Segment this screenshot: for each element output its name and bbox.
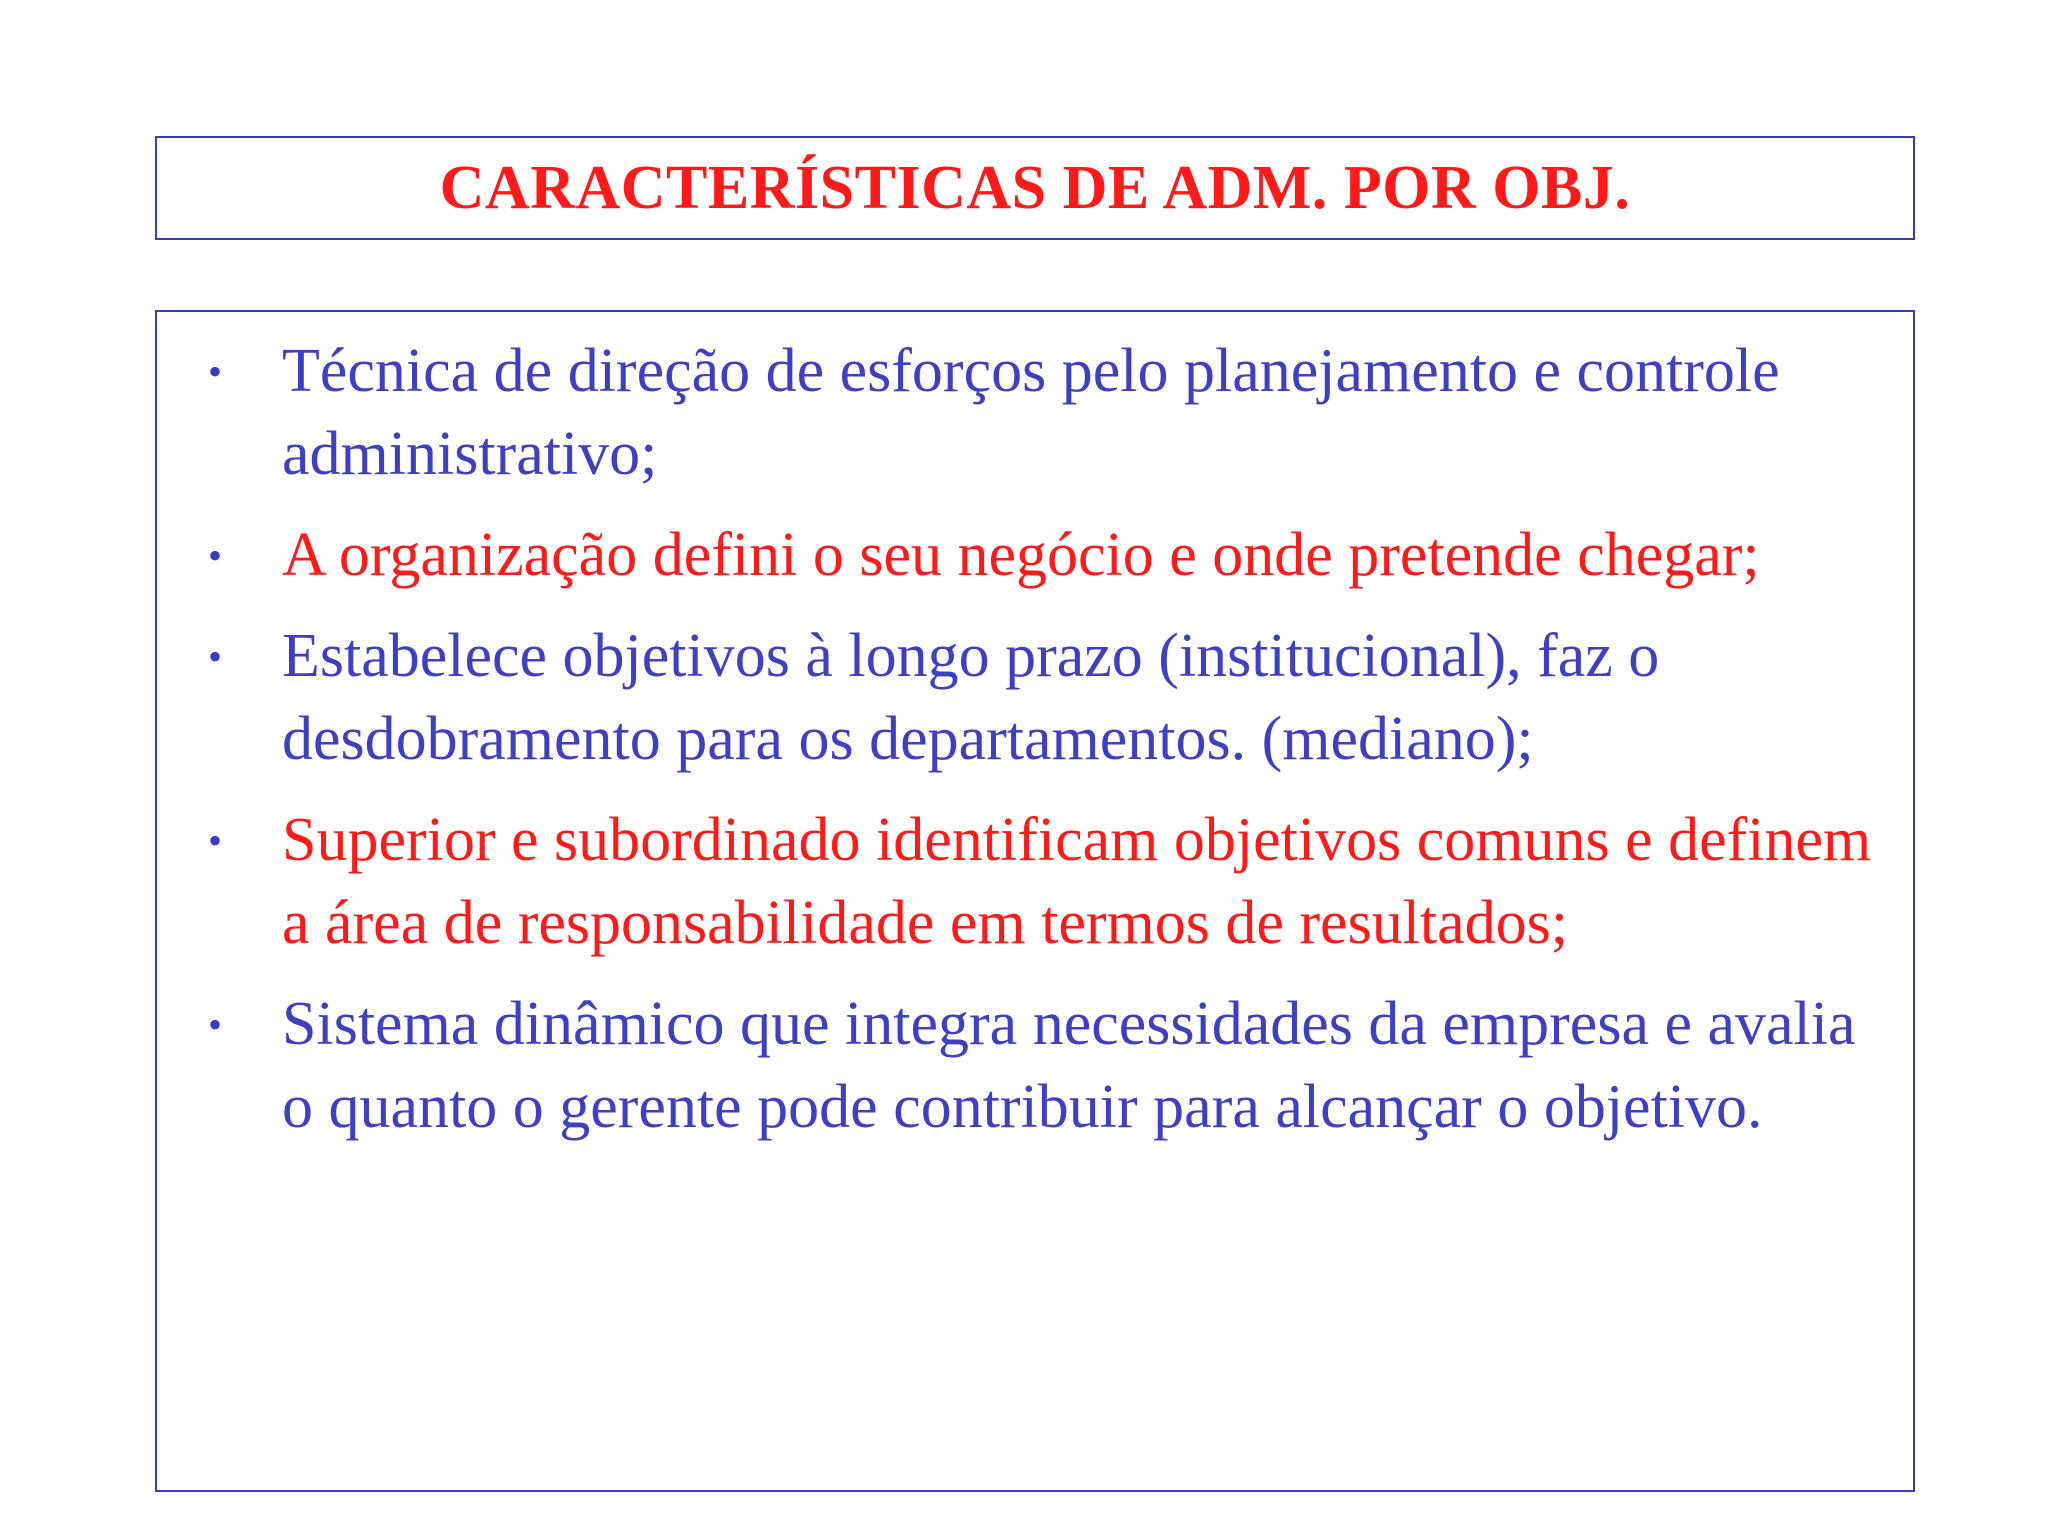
bullet-text: Superior e subordinado identificam objetivos comuns e definem a área de responsabilidade em termos de resultados; bbox=[282, 806, 1872, 957]
content-box bbox=[155, 310, 1915, 1492]
bullet-item bbox=[185, 330, 1873, 496]
bullet-list bbox=[185, 330, 1873, 1149]
bullet-icon: • bbox=[207, 1002, 222, 1047]
bullet-text: Técnica de direção de esforços pelo planejamento e controle administrativo; bbox=[282, 337, 1780, 488]
bullet-icon: • bbox=[207, 533, 222, 578]
bullet-item bbox=[185, 514, 1873, 597]
bullet-text: Estabelece objetivos à longo prazo (institucional), faz o desdobramento para os departamentos. (mediano); bbox=[282, 622, 1660, 773]
bullet-item bbox=[185, 983, 1873, 1149]
bullet-icon: • bbox=[207, 634, 222, 679]
bullet-item bbox=[185, 799, 1873, 965]
bullet-text: Sistema dinâmico que integra necessidades da empresa e avalia o quanto o gerente pode contribuir para alcançar o objetivo. bbox=[282, 990, 1856, 1141]
bullet-item bbox=[185, 615, 1873, 781]
title-box bbox=[155, 136, 1915, 240]
bullet-icon: • bbox=[207, 349, 222, 394]
bullet-text: A organização defini o seu negócio e onde pretende chegar; bbox=[282, 521, 1760, 589]
slide-title: CARACTERÍSTICAS DE ADM. POR OBJ. bbox=[439, 154, 1631, 222]
bullet-icon: • bbox=[207, 818, 222, 863]
